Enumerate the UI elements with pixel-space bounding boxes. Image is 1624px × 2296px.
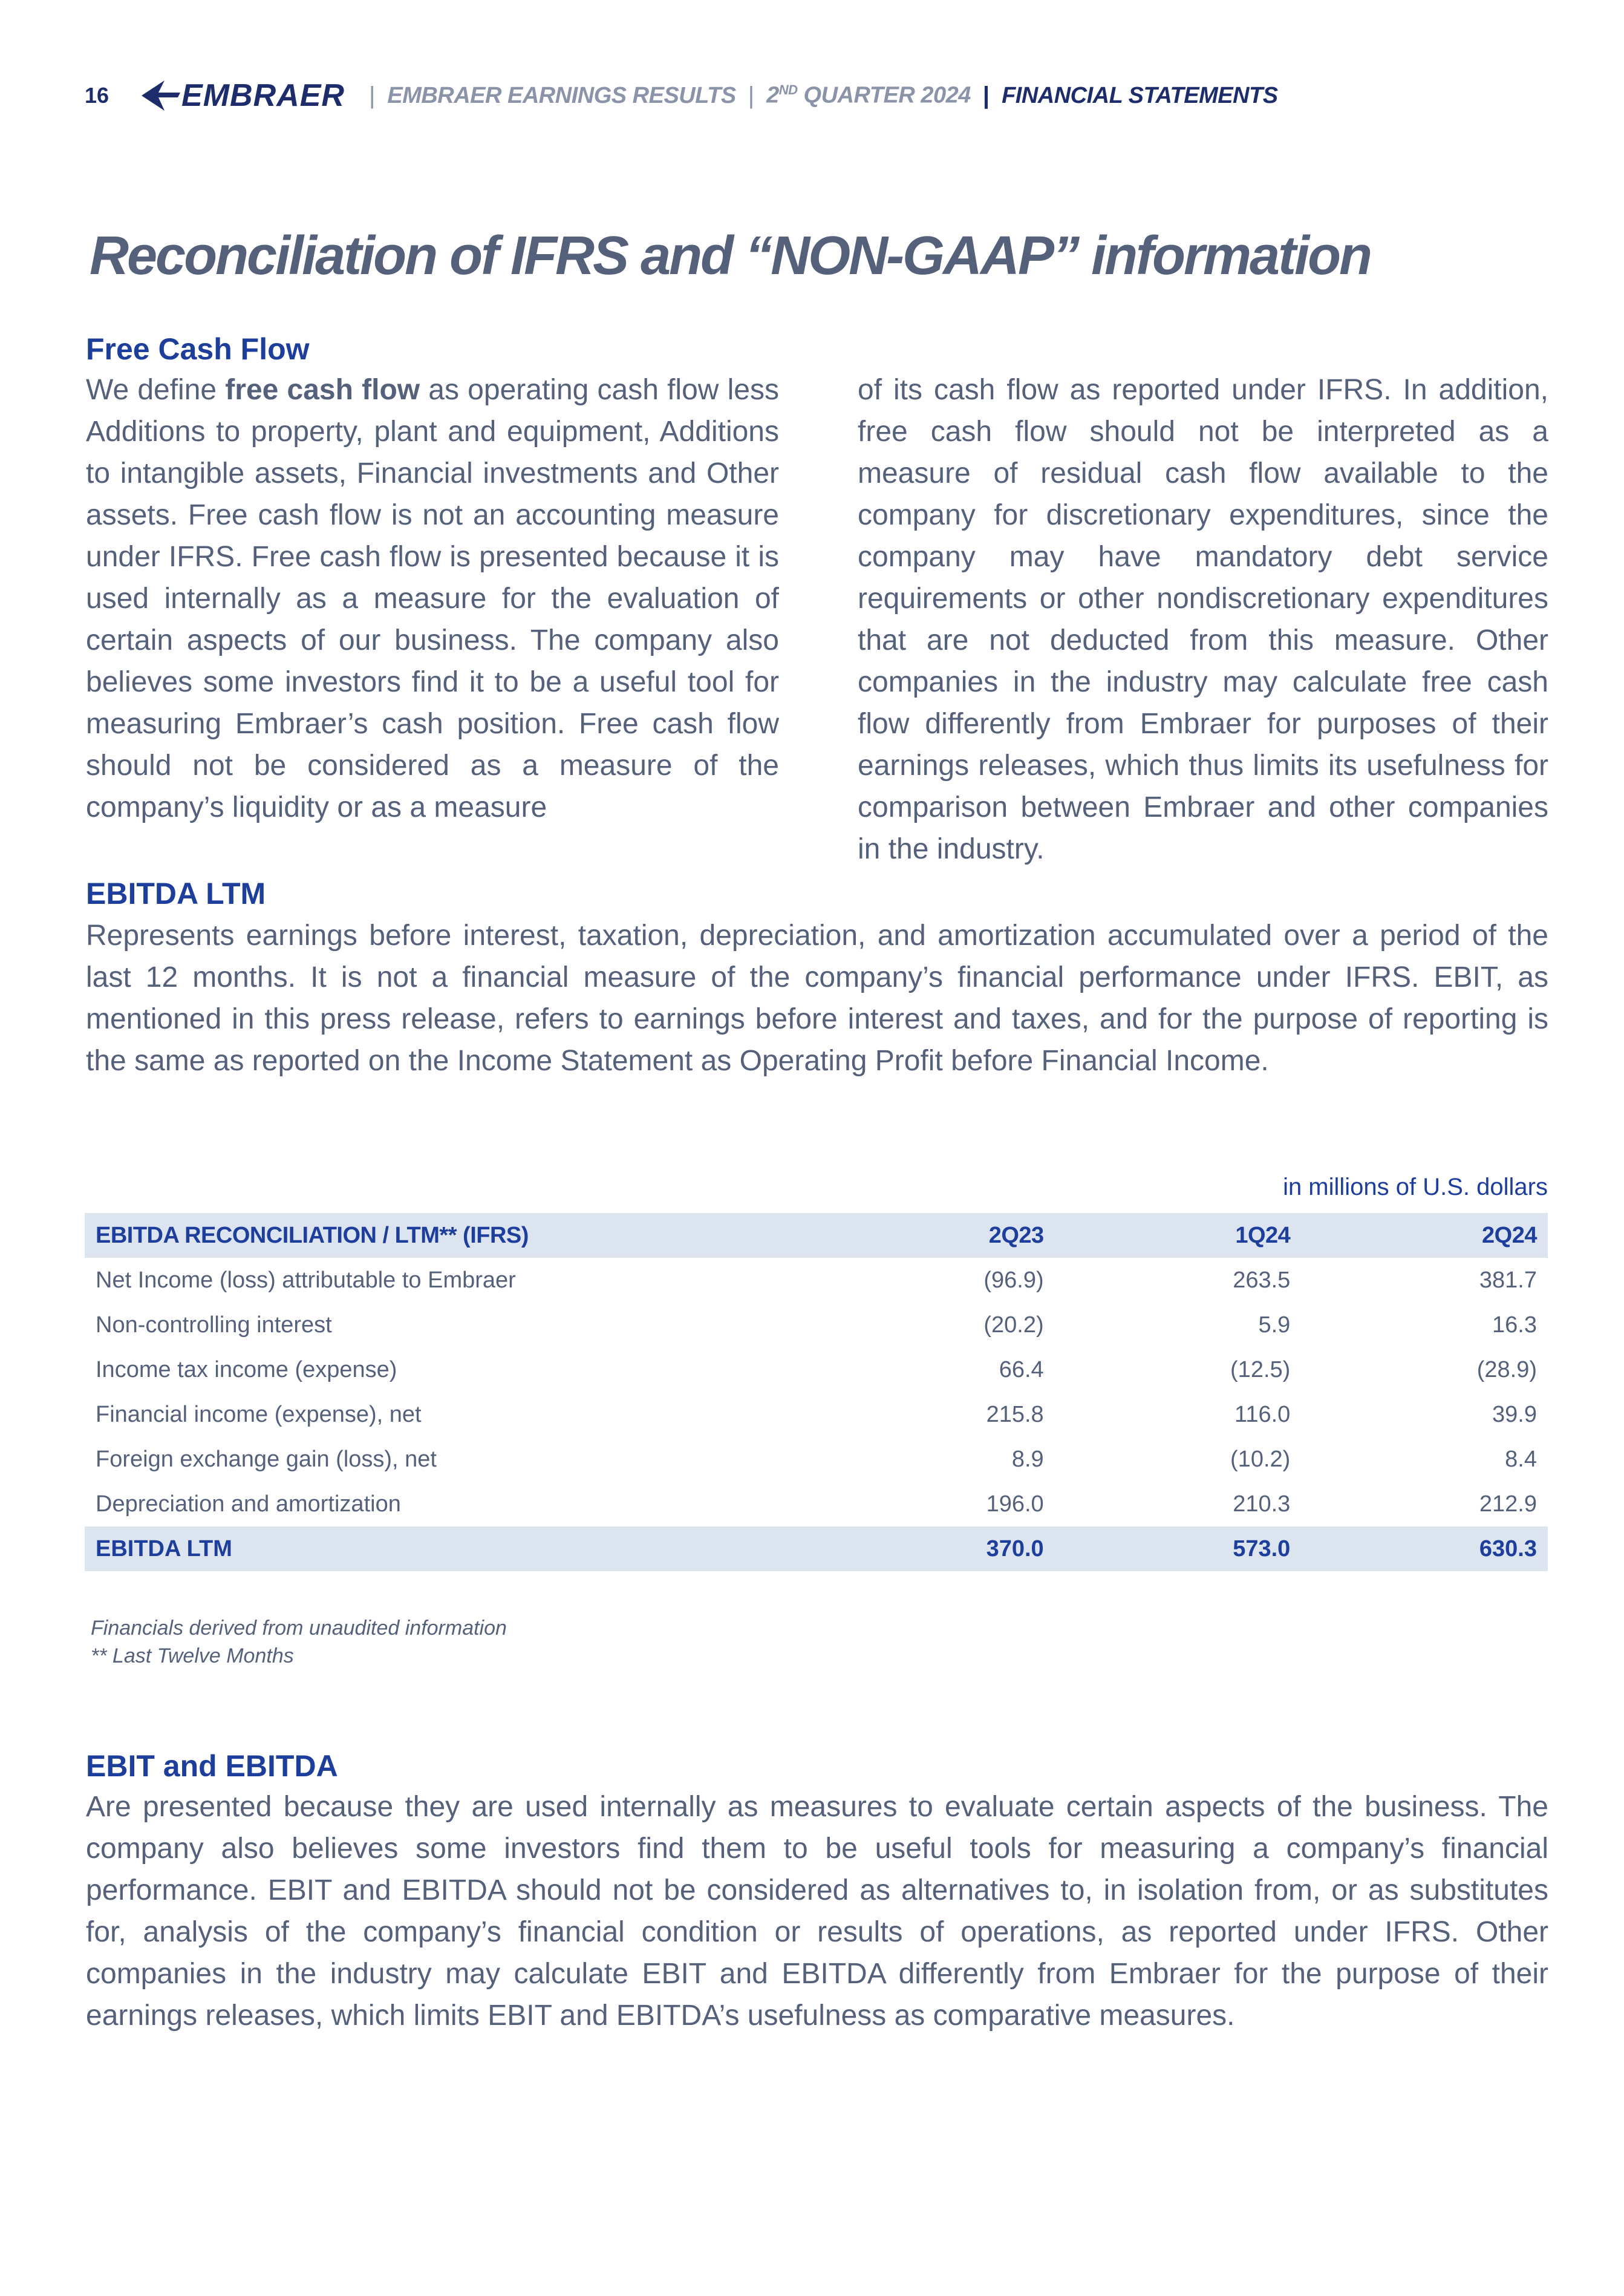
cell-value: 381.7 <box>1479 1267 1537 1293</box>
fcf-bold-term: free cash flow <box>225 374 420 406</box>
table-header-label: EBITDA RECONCILIATION / LTM** (IFRS) <box>85 1213 808 1258</box>
header-divider: | <box>982 82 990 109</box>
cell-value: 212.9 <box>1479 1491 1537 1517</box>
row-label: Income tax income (expense) <box>96 1356 397 1382</box>
table-header-2q24: 2Q24 <box>1301 1213 1548 1258</box>
cell-value: (20.2) <box>983 1312 1044 1338</box>
fcf-heading: Free Cash Flow <box>86 332 310 366</box>
section-label: FINANCIAL STATEMENTS <box>1002 82 1278 108</box>
table-total-row <box>85 1526 1548 1571</box>
total-value: 573.0 <box>1055 1526 1302 1571</box>
cell-value: 8.4 <box>1505 1446 1537 1472</box>
cell-value: 263.5 <box>1233 1267 1291 1293</box>
total-value: 630.3 <box>1301 1526 1548 1571</box>
table-row <box>85 1347 1548 1392</box>
embraer-logo <box>140 77 345 114</box>
cell-value: 16.3 <box>1492 1312 1537 1338</box>
footnote: Financials derived from unaudited information <box>91 1617 507 1640</box>
embraer-wing-icon <box>140 79 181 112</box>
ebitda-reconciliation-table <box>85 1213 1548 1571</box>
cell-value: (28.9) <box>1476 1356 1537 1382</box>
table-row <box>85 1258 1548 1303</box>
header-divider: | <box>368 82 376 109</box>
cell-value: 39.9 <box>1492 1401 1537 1427</box>
cell-value: (12.5) <box>1230 1356 1291 1382</box>
table-header-row <box>85 1213 1548 1258</box>
ebitda-ltm-heading: EBITDA LTM <box>86 877 266 911</box>
table-row <box>85 1437 1548 1482</box>
table-row <box>85 1303 1548 1347</box>
row-label: Net Income (loss) attributable to Embraer <box>96 1267 516 1293</box>
fcf-left-paragraph: We define free cash flow as operating cash flow less Additions to property, plant and equipment, Additions to intangible assets, Financial investments and Other assets. Free cash flow is not an accounting measure under IFRS. Free cash flow is presented because it is used internally as a measure for the evaluation of certain aspects of our business. The company also believes some investors find it to be a useful tool for measuring Embraer’s cash position. Free cash flow should not be considered as a measure of the company’s liquidity or as a measure <box>86 374 780 823</box>
table-row <box>85 1482 1548 1526</box>
row-label: Financial income (expense), net <box>96 1401 422 1427</box>
row-label: Foreign exchange gain (loss), net <box>96 1446 437 1472</box>
page-number: 16 <box>85 83 109 108</box>
row-label: Non-controlling interest <box>96 1312 332 1338</box>
ebit-ebitda-heading: EBIT and EBITDA <box>86 1749 338 1783</box>
row-label: Depreciation and amortization <box>96 1491 401 1517</box>
cell-value: (10.2) <box>1230 1446 1291 1472</box>
cell-value: 215.8 <box>986 1401 1044 1427</box>
table-footnotes <box>91 1614 507 1670</box>
cell-value: 5.9 <box>1258 1312 1291 1338</box>
ebit-ebitda-paragraph: Are presented because they are used internally as measures to evaluate certain aspects of the business. The company also believes some investors find them to be useful tools for measuring a company’s financial performance. EBIT and EBITDA should not be considered as alternatives to, in isolation from, or as substitutes for, analysis of the company’s financial condition or results of operations, as reported under IFRS. Other companies in the industry may calculate EBIT and EBITDA differently from Embraer for the purpose of their earnings releases, which limits EBIT and EBITDA’s usefulness as comparative measures. <box>86 1791 1548 2032</box>
table-row <box>85 1392 1548 1437</box>
table-header-2q23: 2Q23 <box>808 1213 1055 1258</box>
total-value: 370.0 <box>808 1526 1055 1571</box>
cell-value: (96.9) <box>983 1267 1044 1293</box>
header-divider: | <box>748 82 755 109</box>
table-header-1q24: 1Q24 <box>1055 1213 1302 1258</box>
cell-value: 66.4 <box>999 1356 1044 1382</box>
total-label: EBITDA LTM <box>85 1526 808 1571</box>
cell-value: 196.0 <box>986 1491 1044 1517</box>
page-header <box>85 77 1278 114</box>
page-title: Reconciliation of IFRS and “NON-GAAP” information <box>90 226 1371 286</box>
units-label: in millions of U.S. dollars <box>1283 1174 1548 1200</box>
cell-value: 210.3 <box>1233 1491 1291 1517</box>
brand-wordmark: EMBRAER <box>181 78 345 113</box>
fcf-right-paragraph: of its cash flow as reported under IFRS. In addition, free cash flow should not be interpreted as a measure of residual cash flow available to the company for discretionary expenditures, since the company may have mandatory debt service requirements or other nondiscretionary expenditures that are not deducted from this measure. Other companies in the industry may calculate free cash flow differently from Embraer for purposes of their earnings releases, which thus limits its usefulness for comparison between Embraer and other companies in the industry. <box>858 374 1548 865</box>
doc-title: EMBRAER EARNINGS RESULTS <box>387 82 736 108</box>
cell-value: 8.9 <box>1011 1446 1044 1472</box>
quarter-label: 2ND QUARTER 2024 <box>766 82 971 108</box>
cell-value: 116.0 <box>1234 1401 1291 1427</box>
footnote: ** Last Twelve Months <box>91 1644 294 1667</box>
ebitda-ltm-paragraph: Represents earnings before interest, taxation, depreciation, and amortization accumulated over a period of the last 12 months. It is not a financial measure of the company’s financial performance under IFRS. EBIT, as mentioned in this press release, refers to earnings before interest and taxes, and for the purpose of reporting is the same as reported on the Income Statement as Operating Profit before Financial Income. <box>86 920 1548 1077</box>
